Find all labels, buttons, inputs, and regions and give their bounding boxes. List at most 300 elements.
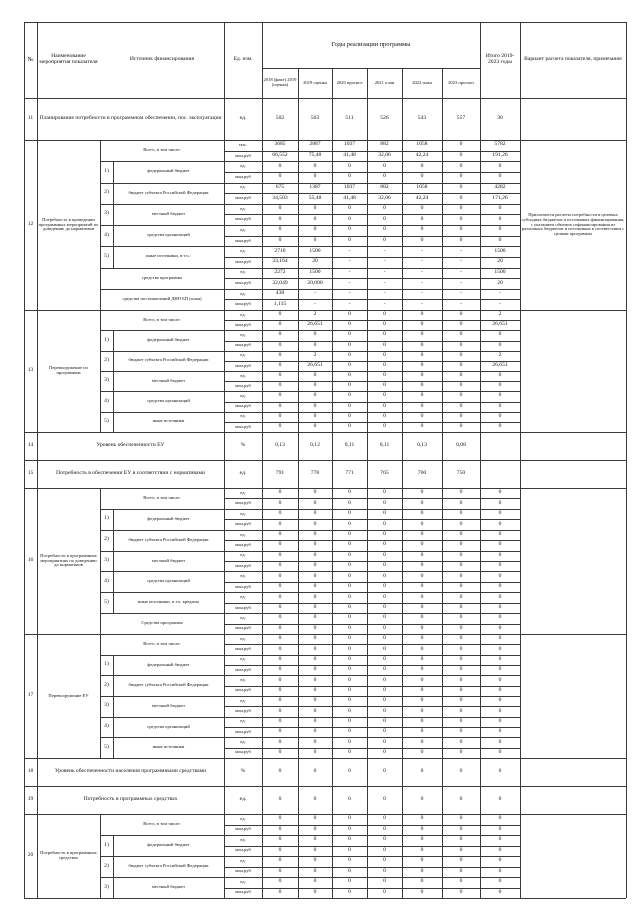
value-cell: 2 xyxy=(498,311,502,318)
value-cell: 0 xyxy=(383,237,386,243)
value-cell: 0 xyxy=(313,815,317,822)
grid-line xyxy=(224,310,225,432)
grid-line xyxy=(113,412,114,432)
value-cell: 0 xyxy=(278,392,282,399)
grid-line xyxy=(520,488,521,634)
value-cell: 0 xyxy=(383,614,386,621)
value-cell: 0 xyxy=(383,676,386,683)
row-unit: ед. xyxy=(239,470,247,477)
grid-line xyxy=(100,391,520,392)
grid-line xyxy=(100,412,520,413)
value-cell: 0 xyxy=(459,836,463,843)
value-cell: - xyxy=(348,247,351,254)
value-cell: 0 xyxy=(459,888,463,895)
value-cell: 0 xyxy=(313,489,317,496)
value-cell: 0 xyxy=(383,666,386,673)
value-cell: 0 xyxy=(383,520,386,527)
grid-line xyxy=(480,98,481,140)
grid-line xyxy=(24,488,25,634)
value-cell: 0 xyxy=(278,215,282,222)
value-cell: 0 xyxy=(383,572,386,579)
grid-line xyxy=(100,737,520,738)
grid-line xyxy=(367,814,368,898)
value-cell: 0 xyxy=(348,707,351,714)
grid-line xyxy=(224,519,520,520)
source-number: 3) xyxy=(104,883,109,890)
value-cell: 0 xyxy=(313,499,317,506)
value-cell: 0 xyxy=(420,510,424,517)
value-cell: 0 xyxy=(459,686,463,693)
value-cell: 0 xyxy=(420,331,424,338)
value-cell: 760 xyxy=(417,470,427,477)
value-cell: 0 xyxy=(348,624,351,631)
value-cell: 0 xyxy=(313,867,317,874)
value-cell: 0 xyxy=(420,768,424,775)
source-label: иные источники xyxy=(152,744,185,750)
grid-line xyxy=(298,140,299,310)
grid-line xyxy=(480,432,481,460)
grid-line xyxy=(224,825,520,826)
value-cell: 0 xyxy=(383,624,386,631)
value-cell: 0 xyxy=(420,717,424,724)
unit-cell: млн.руб xyxy=(235,173,251,179)
source-number: 5) xyxy=(104,417,109,424)
grid-line xyxy=(520,460,521,488)
value-cell: 0 xyxy=(278,815,282,822)
value-cell: 750 xyxy=(456,470,466,477)
unit-cell: млн.руб xyxy=(235,687,251,693)
grid-line xyxy=(100,675,520,676)
source-label: бюджет субъекта Российской Федерации xyxy=(128,863,209,869)
value-cell: 0 xyxy=(313,510,317,517)
source-label: средства организаций xyxy=(147,232,190,238)
value-cell: 0 xyxy=(348,205,351,212)
source-label: Средства программы xyxy=(141,620,183,626)
row-number: 13 xyxy=(27,367,34,374)
grid-line xyxy=(402,432,403,460)
grid-line xyxy=(480,814,481,898)
value-cell: 0 xyxy=(459,372,463,379)
value-cell: 0 xyxy=(383,593,386,600)
unit-cell: млн.руб xyxy=(235,280,251,286)
value-cell: 0 xyxy=(348,728,351,735)
value-cell: 0 xyxy=(459,351,463,358)
unit-cell: млн.руб xyxy=(235,826,251,832)
grid-line xyxy=(100,183,520,184)
row-number: 17 xyxy=(27,692,34,699)
value-cell: 171,26 xyxy=(492,194,508,201)
value-cell: 0 xyxy=(313,530,317,537)
value-cell: 0 xyxy=(498,888,502,895)
grid-line xyxy=(37,786,38,814)
grid-line xyxy=(332,140,333,310)
unit-cell: млн.руб xyxy=(235,728,251,734)
value-cell: 2887 xyxy=(309,141,321,148)
value-cell: 0 xyxy=(348,888,351,895)
unit-cell: млн.руб xyxy=(235,362,251,368)
value-cell: 1058 xyxy=(416,183,428,190)
value-cell: 0 xyxy=(313,768,317,775)
row-unit: % xyxy=(240,442,246,449)
grid-line xyxy=(332,758,333,786)
grid-line xyxy=(224,634,225,758)
value-cell: 0 xyxy=(313,697,317,704)
value-cell: 0 xyxy=(348,635,351,642)
grid-line xyxy=(224,561,520,562)
unit-cell: млн.руб xyxy=(235,562,251,568)
value-cell: 0 xyxy=(313,205,317,212)
value-cell: 0 xyxy=(278,551,282,558)
source-number: 2) xyxy=(104,356,109,363)
value-cell: 0 xyxy=(498,541,502,548)
unit-cell: тыс. xyxy=(238,141,248,147)
unit-cell: ед. xyxy=(240,878,246,884)
grid-line xyxy=(24,814,626,815)
value-cell: 0 xyxy=(313,888,317,895)
value-cell: 1500 xyxy=(494,268,506,275)
source-number: 3) xyxy=(104,210,109,217)
source-label: средства постановлений ДНП БП (план) xyxy=(122,295,202,301)
grid-line xyxy=(332,432,333,460)
value-cell: 0 xyxy=(348,825,351,832)
value-cell: 0 xyxy=(278,489,282,496)
grid-line xyxy=(626,310,627,432)
value-cell: 0 xyxy=(348,530,351,537)
unit-cell: млн.руб xyxy=(235,258,251,264)
grid-line xyxy=(520,758,521,786)
grid-line xyxy=(367,98,368,140)
value-cell: 0 xyxy=(459,331,463,338)
value-cell: 511 xyxy=(345,115,354,122)
value-cell: 0 xyxy=(278,655,282,662)
value-cell: 0 xyxy=(348,311,351,318)
row-title: Перевооружение по программам xyxy=(49,365,88,375)
value-cell: - xyxy=(460,258,462,265)
value-cell: 771 xyxy=(345,470,354,477)
unit-cell: ед. xyxy=(240,184,246,190)
value-cell: 0 xyxy=(459,237,463,243)
value-cell: 0 xyxy=(278,624,282,631)
value-cell: 0 xyxy=(278,717,282,724)
grid-line xyxy=(224,582,520,583)
grid-line xyxy=(480,22,481,98)
grid-line xyxy=(113,351,114,371)
value-cell: 26,651 xyxy=(307,321,323,328)
grid-line xyxy=(402,786,403,814)
unit-cell: млн.руб xyxy=(235,216,251,222)
value-cell: 0 xyxy=(498,173,502,180)
value-cell: 438 xyxy=(275,290,285,297)
value-cell: 0 xyxy=(278,614,282,621)
unit-cell: ед. xyxy=(240,573,246,579)
value-cell: 0 xyxy=(459,697,463,704)
value-cell: 0 xyxy=(498,796,502,803)
value-cell: 0 xyxy=(420,562,424,569)
value-cell: 0 xyxy=(383,686,386,693)
row-title: Потребность в проведении программных мероприятий по доведению до нормативов xyxy=(38,216,99,232)
grid-line xyxy=(224,727,520,728)
value-cell: 0 xyxy=(313,372,317,379)
unit-cell: млн.руб xyxy=(235,403,251,409)
source-label: бюджет субъекта Российской Федерации xyxy=(128,189,209,195)
grid-line xyxy=(224,341,520,342)
value-cell: 0 xyxy=(420,311,424,318)
grid-line xyxy=(298,634,299,758)
value-cell: 0 xyxy=(498,624,502,631)
value-cell: 0 xyxy=(348,676,351,683)
value-cell: 0 xyxy=(459,205,463,212)
value-cell: 0 xyxy=(278,382,282,389)
grid-line xyxy=(442,758,443,786)
row-title: Потребность в программных мероприятиях по доведению до нормативов xyxy=(40,552,97,568)
value-cell: 0 xyxy=(348,572,351,579)
source-label: местный бюджет xyxy=(151,702,186,708)
value-cell: 0 xyxy=(498,422,502,429)
grid-line xyxy=(626,786,627,814)
value-cell: 0 xyxy=(348,836,351,843)
grid-line xyxy=(262,758,263,786)
row-unit: ед. xyxy=(239,115,247,122)
grid-line xyxy=(37,460,38,488)
row-note: Прилагаются расчеты потребности в целевых субсидиях бюджетов и источниках финансирования, с указанием объемов софинансирования из различных бюджетов и источников в соответствии с целями программы xyxy=(521,211,625,237)
grid-line xyxy=(442,488,443,634)
value-cell: 0 xyxy=(278,738,282,745)
value-cell: 0 xyxy=(420,666,424,673)
grid-line xyxy=(224,748,520,749)
grid-line xyxy=(24,460,25,488)
grid-line xyxy=(224,193,520,194)
value-cell: 0 xyxy=(383,796,386,803)
value-cell: 0 xyxy=(383,583,386,590)
value-cell: 34,503 xyxy=(272,194,288,201)
value-cell: 0 xyxy=(498,562,502,569)
value-cell: 0 xyxy=(278,878,282,885)
value-cell: 0 xyxy=(313,331,317,338)
value-cell: 0 xyxy=(498,655,502,662)
grid-line xyxy=(24,98,626,99)
grid-line xyxy=(24,786,25,814)
unit-cell: ед. xyxy=(240,552,246,558)
value-cell: 0 xyxy=(420,846,424,853)
grid-line xyxy=(224,665,520,666)
grid-line xyxy=(113,246,114,267)
value-cell: 0,08 xyxy=(456,442,466,449)
unit-cell: ед. xyxy=(240,677,246,683)
value-cell: 0 xyxy=(313,614,317,621)
source-label: федеральный бюджет xyxy=(147,168,190,174)
grid-line xyxy=(100,268,520,269)
value-cell: 2 xyxy=(313,311,317,318)
value-cell: 0 xyxy=(383,846,386,853)
grid-line xyxy=(224,758,225,786)
value-cell: 0 xyxy=(459,717,463,724)
value-cell: 0 xyxy=(313,593,317,600)
source-number: 2) xyxy=(104,189,109,196)
source-number: 3) xyxy=(104,702,109,709)
source-number: 1) xyxy=(104,515,109,522)
header-year: 2019 оценка xyxy=(303,79,327,85)
grid-line xyxy=(224,22,225,98)
value-cell: 0 xyxy=(498,717,502,724)
value-cell: 0 xyxy=(420,351,424,358)
value-cell: 0 xyxy=(420,748,424,755)
value-cell: 0 xyxy=(498,382,502,389)
grid-line xyxy=(367,786,368,814)
value-cell: 0 xyxy=(420,412,424,419)
source-number: 1) xyxy=(104,336,109,343)
value-cell: 0 xyxy=(498,768,502,775)
value-cell: 42,24 xyxy=(415,152,429,158)
value-cell: 0 xyxy=(498,215,502,222)
value-cell: 0 xyxy=(348,541,351,548)
value-cell: 0 xyxy=(313,666,317,673)
value-cell: 0 xyxy=(348,614,351,621)
value-cell: 0 xyxy=(278,541,282,548)
value-cell: 0 xyxy=(498,520,502,527)
source-number: 5) xyxy=(104,598,109,605)
value-cell: 0 xyxy=(383,603,386,610)
grid-line xyxy=(224,172,520,173)
unit-cell: млн.руб xyxy=(235,708,251,714)
value-cell: 0 xyxy=(420,815,424,822)
value-cell: 0 xyxy=(459,520,463,527)
source-label: бюджет субъекта Российской Федерации xyxy=(128,357,209,363)
value-cell: 0 xyxy=(420,226,424,233)
value-cell: 791 xyxy=(275,470,285,477)
value-cell: 0 xyxy=(348,489,351,496)
value-cell: 0 xyxy=(383,655,386,662)
value-cell: 0 xyxy=(383,402,386,409)
unit-cell: млн.руб xyxy=(235,521,251,527)
value-cell: 0 xyxy=(313,825,317,832)
unit-cell: ед. xyxy=(240,815,246,821)
grid-line xyxy=(100,696,520,697)
value-cell: 0 xyxy=(383,382,386,389)
grid-line xyxy=(113,571,114,592)
value-cell: 1387 xyxy=(309,183,321,190)
value-cell: 0 xyxy=(420,796,424,803)
grid-line xyxy=(100,655,520,656)
header-years-title: Годы реализации программы xyxy=(331,40,411,48)
source-label: Всего, в том числе: xyxy=(143,821,181,827)
value-cell: 0 xyxy=(383,331,386,338)
source-label: федеральный бюджет xyxy=(147,515,190,521)
value-cell: 882 xyxy=(380,141,389,148)
grid-line xyxy=(626,814,627,898)
grid-line xyxy=(113,530,114,551)
grid-line xyxy=(113,655,114,676)
value-cell: 0 xyxy=(348,237,351,243)
value-cell: 0 xyxy=(383,321,386,328)
unit-cell: млн.руб xyxy=(235,625,251,631)
grid-line xyxy=(224,299,520,300)
unit-cell: ед. xyxy=(240,836,246,842)
value-cell: 5782 xyxy=(494,141,506,148)
value-cell: 0 xyxy=(348,857,351,864)
grid-line xyxy=(24,432,626,433)
source-number: 3) xyxy=(104,557,109,564)
value-cell: 0 xyxy=(459,857,463,864)
row-title: Уровень обеспеченности населения программными средствами xyxy=(54,768,207,775)
grid-line xyxy=(37,432,38,460)
value-cell: 0 xyxy=(278,645,282,652)
unit-cell: ед. xyxy=(240,635,246,641)
value-cell: 0 xyxy=(278,205,282,212)
grid-line xyxy=(224,236,520,237)
value-cell: 0 xyxy=(278,530,282,537)
value-cell: 0 xyxy=(313,686,317,693)
value-cell: 0 xyxy=(420,162,424,169)
value-cell: 41,48 xyxy=(343,152,356,158)
grid-line xyxy=(402,310,403,432)
value-cell: 0 xyxy=(498,226,502,233)
value-cell: 0 xyxy=(420,836,424,843)
grid-line xyxy=(262,140,263,310)
value-cell: 0 xyxy=(498,392,502,399)
value-cell: 0 xyxy=(278,520,282,527)
value-cell: 0 xyxy=(459,499,463,506)
value-cell: 26,651 xyxy=(492,361,508,368)
grid-line xyxy=(332,634,333,758)
grid-line xyxy=(24,786,626,787)
grid-line xyxy=(520,98,521,140)
value-cell: 0 xyxy=(420,867,424,874)
grid-line xyxy=(24,634,626,635)
source-label: местный бюджет xyxy=(151,377,186,383)
source-number: 5) xyxy=(104,252,109,259)
value-cell: 765 xyxy=(380,470,389,477)
value-cell: 1037 xyxy=(343,183,356,190)
source-number: 1) xyxy=(104,841,109,848)
value-cell: 0,13 xyxy=(417,442,427,449)
value-cell: 0 xyxy=(459,624,463,631)
grid-line xyxy=(24,814,25,898)
grid-line xyxy=(402,98,403,140)
grid-line xyxy=(37,488,38,634)
value-cell: 543 xyxy=(417,115,427,122)
value-cell: 0 xyxy=(459,183,463,190)
grid-line xyxy=(100,634,101,758)
grid-line xyxy=(100,161,520,162)
grid-line xyxy=(442,98,443,140)
unit-cell: млн.руб xyxy=(235,749,251,755)
value-cell: 0 xyxy=(278,796,282,803)
value-cell: 526 xyxy=(380,115,389,122)
value-cell: 0 xyxy=(348,655,351,662)
value-cell: 0 xyxy=(348,551,351,558)
grid-line xyxy=(298,68,299,98)
value-cell: 0 xyxy=(420,361,424,368)
source-number: 5) xyxy=(104,743,109,750)
value-cell: - xyxy=(460,279,462,286)
value-cell: 1500 xyxy=(309,268,321,275)
source-label: иные источники xyxy=(152,418,185,424)
grid-line xyxy=(100,289,520,290)
grid-line xyxy=(262,310,263,432)
value-cell: 0 xyxy=(420,655,424,662)
unit-cell: ед. xyxy=(240,393,246,398)
value-cell: 0 xyxy=(498,372,502,379)
value-cell: 0 xyxy=(313,717,317,724)
grid-line xyxy=(367,140,368,310)
unit-cell: млн.руб xyxy=(235,342,251,348)
value-cell: 0 xyxy=(348,321,351,328)
grid-line xyxy=(100,814,101,898)
grid-line xyxy=(100,856,520,857)
value-cell: 0 xyxy=(348,583,351,590)
row-number: 16 xyxy=(27,557,34,564)
row-title: Планирование потребности в программном обеспечении, пос. эксплуатации xyxy=(39,115,222,122)
